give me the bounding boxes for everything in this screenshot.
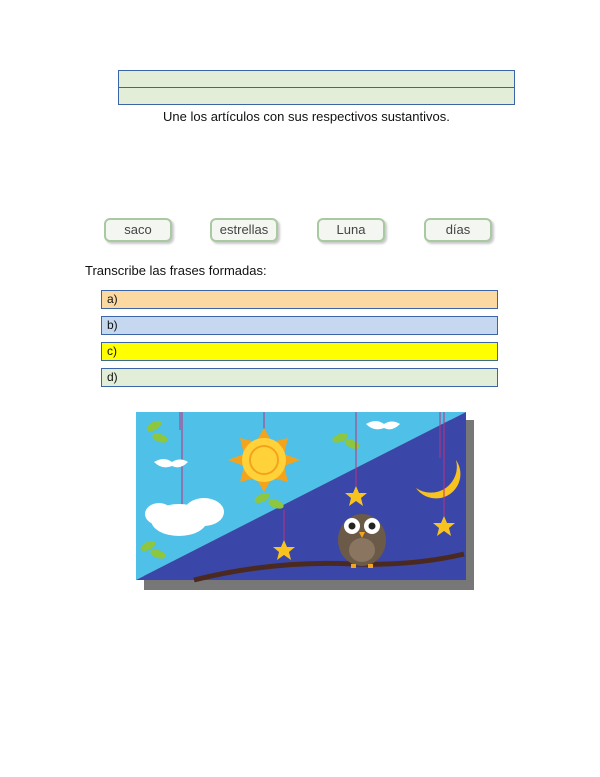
transcribe-label: Transcribe las frases formadas: [85,263,267,278]
instruction-text: Une los artículos con sus respectivos sustantivos. [163,109,450,124]
answer-label-b: b) [107,318,118,332]
answer-label-a: a) [107,292,118,306]
word-saco[interactable]: saco [104,218,172,242]
word-luna[interactable]: Luna [317,218,385,242]
answer-field-a[interactable] [101,290,498,309]
day-night-owl-illustration [134,410,474,590]
answer-field-d[interactable] [101,368,498,387]
word-estrellas[interactable]: estrellas [210,218,278,242]
header-row-2 [118,87,515,105]
answer-field-b[interactable] [101,316,498,335]
word-dias[interactable]: días [424,218,492,242]
answer-field-c[interactable] [101,342,498,361]
header-row-1 [118,70,515,88]
answer-label-c: c) [107,344,117,358]
answer-label-d: d) [107,370,118,384]
